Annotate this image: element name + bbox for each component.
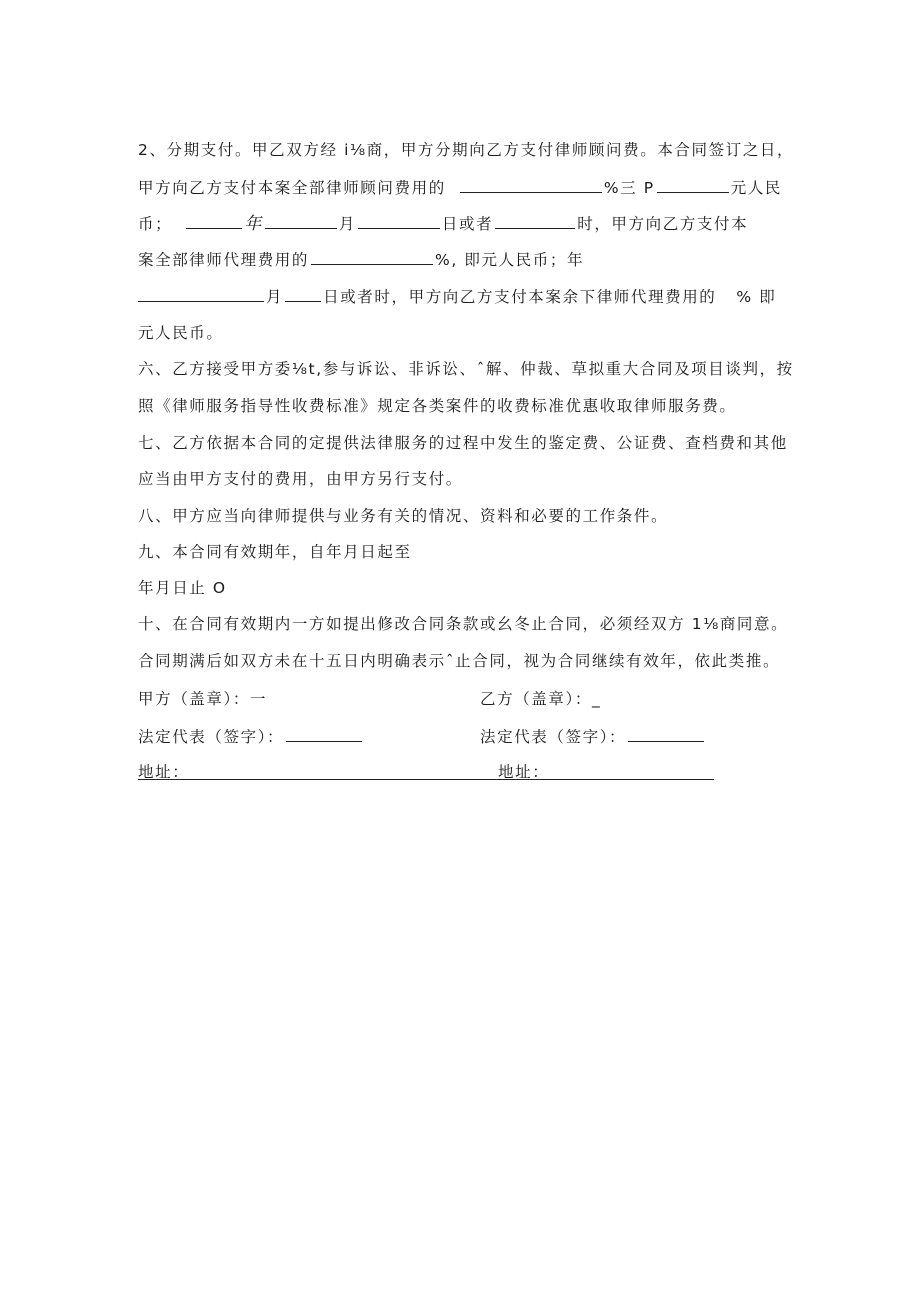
party-a-address-label: 地址： [138,763,190,781]
blank-percent-1[interactable] [460,178,602,193]
clause7-line1: 七、乙方依据本合同的定提供法律服务的过程中发生的鉴定费、公证费、查档费和其他 [138,434,788,452]
party-b-seal: 乙方（盖章）：_ [480,690,602,708]
clause2-line4-text: 案全部律师代理费用的 [138,251,310,269]
clause10-line1: 十、在合同有效期内一方如提出修改合同条款或幺冬止合同，必须经双方 1⅛商同意。 [138,615,789,633]
party-b-rep [480,727,706,747]
clause2-line6: 元人民币。 [138,324,224,342]
blank-time-1[interactable] [495,214,575,229]
year-char: 年 [244,214,263,234]
clause2-line3 [138,214,748,234]
clause9-line1: 九、本合同有效期年，自年月日起至 [138,543,412,561]
clause2-line3-month: 月 [338,215,356,233]
party-a-rep-blank[interactable] [286,727,362,742]
party-a-seal: 甲方（盖章）：一 [138,690,268,708]
address-underline[interactable] [138,779,714,780]
clause2-line5-month: 月 [266,288,284,306]
clause2-line4 [138,250,584,270]
blank-day-1[interactable] [358,214,440,229]
party-a-rep [138,727,364,747]
clause2-line5 [138,287,776,307]
blank-year-1[interactable] [186,214,242,229]
party-b-rep-label: 法定代表（签字）： [480,728,627,746]
clause10-line2: 合同期满后如双方未在十五日内明确表示ˆ止合同，视为合同继续有效年，依此类推。 [138,652,781,670]
clause2-line5-percent: % 即 [736,288,777,306]
clause9-line2: 年月日止 O [138,579,227,597]
clause2-line2-rmb: 元人民 [730,179,783,197]
clause6-line1: 六、乙方接受甲方委⅛t,参与诉讼、非诉讼、ˆ解、仲裁、草拟重大合同及项目谈判，按 [138,360,794,378]
clause7-line2: 应当由甲方支付的费用，由甲方另行支付。 [138,470,463,488]
blank-day-2[interactable] [285,287,321,302]
clause8-line1: 八、甲方应当向律师提供与业务有关的情况、资料和必要的工作条件。 [138,507,669,525]
blank-month-1[interactable] [265,214,337,229]
clause2-line3-tail: 时，甲方向乙方支付本 [577,215,749,233]
blank-percent-2[interactable] [311,250,433,265]
clause2-line4-tail: %, 即元人民币；年 [435,251,585,269]
clause6-line2: 照《律师服务指导性收费标准》规定各类案件的收费标准优惠收取律师服务费。 [138,397,737,415]
party-b-address-label: 地址： [498,763,550,781]
blank-year-2[interactable] [138,287,264,302]
clause2-line2 [138,178,782,198]
party-a-rep-label: 法定代表（签字）： [138,728,285,746]
clause2-line5-text: 日或者时，甲方向乙方支付本案余下律师代理费用的 [323,288,717,306]
party-b-rep-blank[interactable] [628,727,704,742]
blank-amount-1[interactable] [657,178,729,193]
clause2-line3-day: 日或者 [441,215,494,233]
clause2-line2-percent: %三 P [603,179,655,197]
clause2-line3-currency: 币； [138,215,173,233]
clause2-line1: 2、分期支付。甲乙双方经 i⅛商，甲方分期向乙方支付律师顾问费。本合同签订之日， [138,141,795,159]
clause2-line2-text: 甲方向乙方支付本案全部律师顾问费用的 [138,179,446,197]
